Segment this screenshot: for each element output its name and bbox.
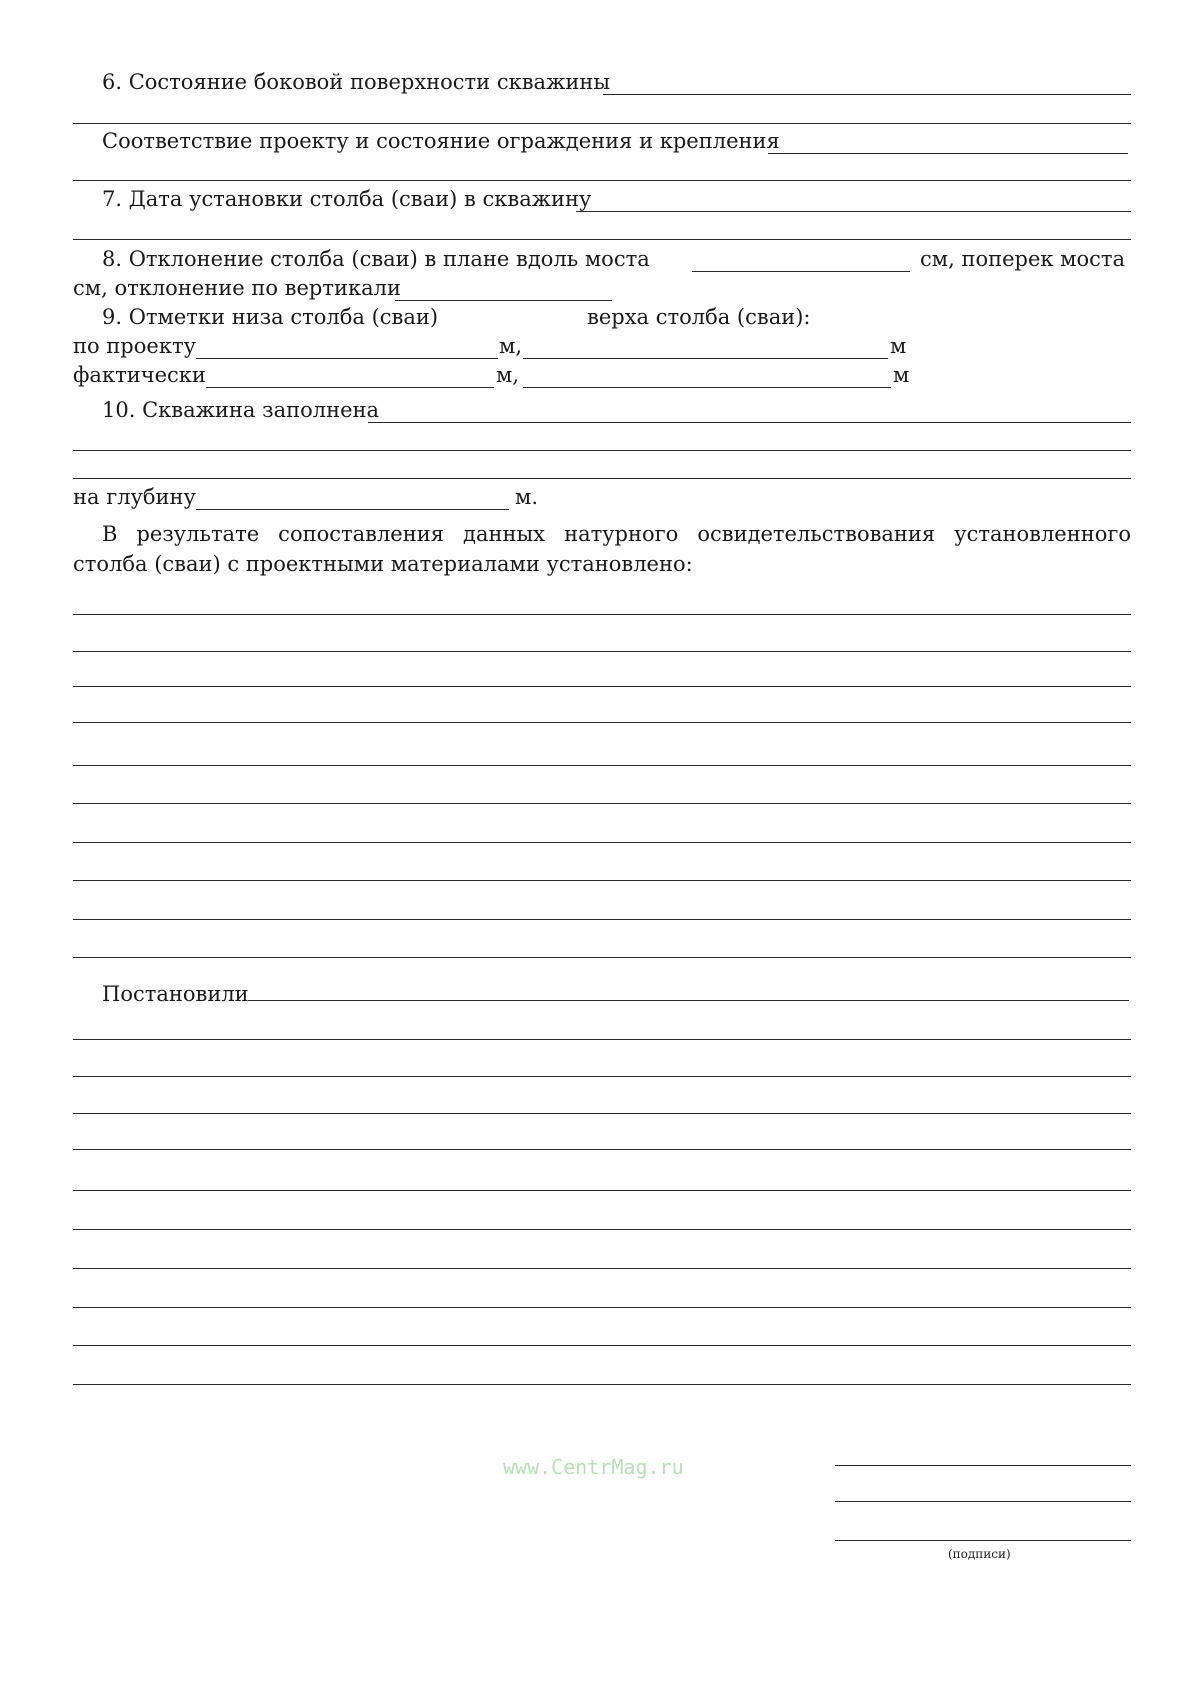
item6-label: 6. Состояние боковой поверхности скважины <box>102 70 611 94</box>
item8-label-mid: см, поперек моста <box>920 247 1126 271</box>
item7-field-continued[interactable] <box>73 239 1131 240</box>
actual-label: фактически <box>73 363 206 387</box>
signatures-caption: (подписи) <box>948 1547 1011 1561</box>
signature-line[interactable] <box>835 1465 1131 1466</box>
decision-label: Постановили <box>102 982 249 1006</box>
decision-line[interactable] <box>73 1190 1131 1191</box>
decision-line[interactable] <box>73 1268 1131 1269</box>
item8-label-start: 8. Отклонение столба (сваи) в плане вдоль моста <box>102 247 650 271</box>
by-project-unit: м <box>890 334 907 358</box>
result-line[interactable] <box>73 919 1131 920</box>
item6-field[interactable] <box>603 94 1131 95</box>
watermark: www.CentrMag.ru <box>503 1455 684 1479</box>
decision-line[interactable] <box>73 1113 1131 1114</box>
decision-line[interactable] <box>73 1307 1131 1308</box>
item10-field[interactable] <box>368 422 1131 423</box>
item7-field[interactable] <box>576 211 1131 212</box>
result-line[interactable] <box>73 957 1131 958</box>
item10-label: 10. Скважина заполнена <box>102 398 380 422</box>
item8-label-line2: см, отклонение по вертикали <box>73 276 401 300</box>
item8-vertical-field[interactable] <box>395 300 612 301</box>
actual-top-field[interactable] <box>523 387 891 388</box>
item10-field-continued[interactable] <box>73 478 1131 479</box>
decision-line[interactable] <box>73 1076 1131 1077</box>
result-line[interactable] <box>73 765 1131 766</box>
result-line[interactable] <box>73 614 1131 615</box>
result-line[interactable] <box>73 686 1131 687</box>
item6-field-continued[interactable] <box>73 123 1131 124</box>
result-paragraph: В результате сопоставления данных натурного освидетельствования установленного столба (сваи) с проектными материалами установлено: <box>73 522 1131 576</box>
decision-line[interactable] <box>73 1384 1131 1385</box>
actual-unit-comma: м, <box>496 363 520 387</box>
decision-line[interactable] <box>73 1229 1131 1230</box>
result-line[interactable] <box>73 842 1131 843</box>
conformity-field-continued[interactable] <box>73 180 1131 181</box>
signature-line[interactable] <box>835 1501 1131 1502</box>
result-line[interactable] <box>73 722 1131 723</box>
by-project-top-field[interactable] <box>523 358 888 359</box>
depth-unit: м. <box>515 485 539 509</box>
depth-label: на глубину <box>73 485 196 509</box>
item9-label-top: верха столба (сваи): <box>587 305 811 329</box>
conformity-field[interactable] <box>768 153 1128 154</box>
by-project-bottom-field[interactable] <box>196 358 498 359</box>
decision-line[interactable] <box>73 1039 1131 1040</box>
item7-label: 7. Дата установки столба (сваи) в скважину <box>102 187 592 211</box>
result-line[interactable] <box>73 651 1131 652</box>
item10-field-continued[interactable] <box>73 450 1131 451</box>
decision-line[interactable] <box>73 1149 1131 1150</box>
by-project-label: по проекту <box>73 334 196 358</box>
result-line[interactable] <box>73 880 1131 881</box>
decision-line[interactable] <box>73 1345 1131 1346</box>
depth-field[interactable] <box>196 509 509 510</box>
actual-bottom-field[interactable] <box>206 387 494 388</box>
item9-label: 9. Отметки низа столба (сваи) <box>102 305 439 329</box>
item8-along-bridge-field[interactable] <box>692 271 910 272</box>
by-project-unit-comma: м, <box>499 334 523 358</box>
signature-line[interactable] <box>835 1540 1131 1541</box>
conformity-label: Соответствие проекту и состояние ограждения и крепления <box>102 129 780 153</box>
decision-field[interactable] <box>248 1000 1129 1001</box>
result-line[interactable] <box>73 803 1131 804</box>
actual-unit: м <box>893 363 910 387</box>
